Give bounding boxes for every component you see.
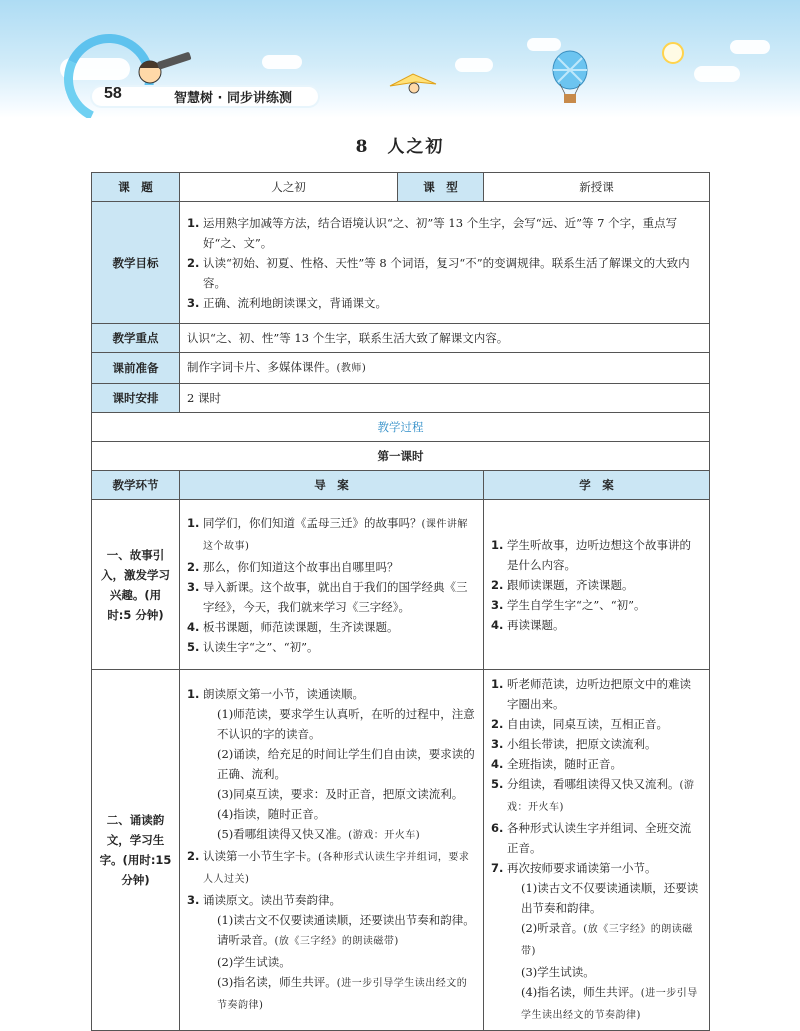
process-title-row bbox=[92, 413, 710, 442]
stage-label: 一、故事引入，激发学习兴趣。(用时:5 分钟) bbox=[92, 500, 180, 670]
topic-row bbox=[92, 173, 710, 202]
lesson-number: 8 bbox=[355, 137, 370, 157]
sub-item bbox=[203, 804, 476, 824]
item-note: (各种形式认读生字并组词，要求人人过关) bbox=[203, 852, 470, 885]
goals-list bbox=[187, 213, 702, 313]
item-number: 6. bbox=[491, 821, 504, 835]
item-text: 小组长带读，把原文读流利。 bbox=[507, 737, 657, 751]
item-text: 认读第一小节生字卡。 bbox=[203, 849, 318, 863]
list-item bbox=[491, 818, 702, 858]
study-column-header: 学 案 bbox=[484, 471, 710, 500]
sub-item-text: (1)师范读，要求学生认真听，在听的过程中，注意不认识的字的读音。 bbox=[217, 707, 475, 741]
item-text: 板书课题，师范读课题，生齐读课题。 bbox=[203, 619, 399, 634]
guide-column-header: 导 案 bbox=[180, 471, 484, 500]
item-text: 自由读，同桌互读，互相正音。 bbox=[507, 717, 668, 731]
cloud-decoration bbox=[455, 58, 493, 72]
guide-list bbox=[187, 513, 476, 657]
item-text: 听老师范读，边听边把原文中的难读字圈出来。 bbox=[507, 677, 691, 711]
stage-column-header: 教学环节 bbox=[92, 471, 180, 500]
hours-row bbox=[92, 384, 710, 413]
item-text: 朗读原文第一小节，读通读顺。 bbox=[203, 687, 364, 701]
sub-item-note: (放《三字经》的朗读磁带) bbox=[274, 936, 399, 947]
item-text: 全班指读，随时正音。 bbox=[507, 757, 622, 771]
guide-cell bbox=[180, 670, 484, 1031]
item-number: 3. bbox=[187, 579, 200, 594]
type-label: 课 型 bbox=[398, 173, 484, 202]
sub-item-note: (进一步引导学生读出经文的节奏韵律) bbox=[521, 988, 698, 1021]
prep-label: 课前准备 bbox=[92, 353, 180, 384]
item-number: 2. bbox=[187, 255, 200, 270]
item-number: 3. bbox=[187, 893, 200, 907]
list-item bbox=[491, 595, 702, 615]
guide-list bbox=[187, 684, 476, 1016]
prep-cell bbox=[180, 353, 710, 384]
page-number: 58 bbox=[104, 85, 122, 102]
cloud-decoration bbox=[262, 55, 302, 69]
series-title: 智慧树 · 同步讲练测 bbox=[174, 91, 292, 106]
focus-row bbox=[92, 324, 710, 353]
item-text: 学生自学生字“之”、“初”。 bbox=[507, 597, 646, 612]
lesson-name: 人之初 bbox=[387, 137, 445, 157]
focus-value: 认识“之、初、性”等 13 个生字，联系生活大致了解课文内容。 bbox=[180, 324, 710, 353]
goals-label: 教学目标 bbox=[92, 202, 180, 324]
sub-item-text: (3)学生试读。 bbox=[521, 965, 595, 979]
list-item bbox=[491, 774, 702, 818]
item-text: 各种形式认读生字并组词、全班交流正音。 bbox=[507, 821, 691, 855]
topic-label: 课 题 bbox=[92, 173, 180, 202]
list-item bbox=[491, 615, 702, 635]
sub-item-text: (1)读古文不仅要读通读顺，还要读出节奏和韵律。请听录音。 bbox=[217, 913, 475, 947]
sub-item bbox=[203, 704, 476, 744]
item-number: 2. bbox=[187, 559, 200, 574]
item-number: 4. bbox=[491, 757, 504, 771]
item-text: 运用熟字加减等方法，结合语境认识“之、初”等 13 个生字，会写“远、近”等 7 个字，重点写好“之、文”。 bbox=[203, 215, 678, 250]
lesson-plan-table bbox=[91, 172, 710, 1031]
list-item bbox=[187, 617, 476, 637]
study-list bbox=[491, 674, 702, 1026]
list-item bbox=[491, 575, 702, 595]
hours-label: 课时安排 bbox=[92, 384, 180, 413]
item-number: 5. bbox=[491, 777, 504, 791]
period-title: 第一课时 bbox=[92, 442, 710, 471]
item-text: 再读课题。 bbox=[507, 617, 565, 632]
glider-illustration bbox=[388, 66, 438, 100]
item-text: 导入新课。这个故事，就出自于我们的国学经典《三字经》，今天，我们就来学习《三字经》。 bbox=[203, 579, 468, 614]
focus-label: 教学重点 bbox=[92, 324, 180, 353]
process-header-row bbox=[92, 471, 710, 500]
sub-item bbox=[203, 784, 476, 804]
guide-cell bbox=[180, 500, 484, 670]
stage-row bbox=[92, 670, 710, 1031]
item-number: 2. bbox=[187, 849, 200, 863]
list-item bbox=[187, 513, 476, 557]
item-number: 1. bbox=[491, 537, 504, 552]
sub-item bbox=[203, 952, 476, 972]
item-text: 学生听故事，边听边想这个故事讲的是什么内容。 bbox=[507, 537, 691, 572]
sub-item-text: (1)读古文不仅要读通读顺，还要读出节奏和韵律。 bbox=[521, 881, 699, 915]
list-item bbox=[491, 535, 702, 575]
list-item bbox=[491, 714, 702, 734]
sub-item-text: (2)诵读，给充足的时间让学生们自由读，要求读的正确、流利。 bbox=[217, 747, 475, 781]
list-item bbox=[187, 637, 476, 657]
item-number: 3. bbox=[491, 597, 504, 612]
list-item bbox=[491, 754, 702, 774]
type-value: 新授课 bbox=[484, 173, 710, 202]
period-row bbox=[92, 442, 710, 471]
list-item bbox=[491, 858, 702, 1026]
lesson-title bbox=[0, 132, 800, 157]
item-number: 3. bbox=[491, 737, 504, 751]
item-number: 4. bbox=[187, 619, 200, 634]
goals-cell bbox=[180, 202, 710, 324]
sub-item bbox=[203, 744, 476, 784]
page-header bbox=[0, 0, 800, 118]
balloon-illustration bbox=[548, 50, 592, 106]
sub-item-text: (2)听录音。 bbox=[521, 921, 584, 935]
sub-item-note: (游戏：开火车) bbox=[348, 830, 421, 841]
list-item bbox=[187, 684, 476, 846]
item-number: 2. bbox=[491, 577, 504, 592]
sub-item-text: (3)指名读，师生共评。 bbox=[217, 975, 337, 989]
sub-item-text: (4)指名读，师生共评。 bbox=[521, 985, 641, 999]
list-item bbox=[491, 674, 702, 714]
sub-item bbox=[203, 972, 476, 1016]
sub-item bbox=[507, 918, 702, 962]
item-text: 那么，你们知道这个故事出自哪里吗？ bbox=[203, 559, 399, 574]
list-item bbox=[187, 557, 476, 577]
topic-value: 人之初 bbox=[180, 173, 398, 202]
process-title: 教学过程 bbox=[92, 413, 710, 442]
list-item bbox=[187, 846, 476, 890]
item-number: 7. bbox=[491, 861, 504, 875]
item-text: 认读生字“之”、“初”。 bbox=[203, 639, 319, 654]
item-text: 诵读原文。读出节奏韵律。 bbox=[203, 893, 341, 907]
prep-note: (教师) bbox=[336, 363, 367, 374]
item-text: 跟师读课题，齐读课题。 bbox=[507, 577, 634, 592]
sub-item bbox=[507, 982, 702, 1026]
item-number: 1. bbox=[187, 215, 200, 230]
item-number: 3. bbox=[187, 295, 200, 310]
item-number: 1. bbox=[187, 515, 200, 530]
hours-value: 2 课时 bbox=[180, 384, 710, 413]
prep-value: 制作字词卡片、多媒体课件。 bbox=[187, 360, 337, 374]
cloud-decoration bbox=[730, 40, 770, 54]
item-number: 4. bbox=[491, 617, 504, 632]
list-item bbox=[187, 253, 702, 293]
item-text: 再次按师要求诵读第一小节。 bbox=[507, 861, 657, 875]
study-cell bbox=[484, 500, 710, 670]
item-note: (游戏：开火车) bbox=[507, 780, 695, 813]
sub-item-text: (3)同桌互读，要求：及时正音，把原文读流利。 bbox=[217, 787, 464, 801]
list-item bbox=[187, 577, 476, 617]
item-text: 分组读，看哪组读得又快又流利。 bbox=[507, 777, 680, 791]
list-item bbox=[187, 213, 702, 253]
stage-label: 二、诵读韵文，学习生字。(用时:15 分钟) bbox=[92, 670, 180, 1031]
item-text: 正确、流利地朗读课文，背诵课文。 bbox=[203, 295, 387, 310]
sub-item-text: (2)学生试读。 bbox=[217, 955, 291, 969]
sub-item bbox=[203, 824, 476, 846]
sub-item-note: (进一步引导学生读出经文的节奏韵律) bbox=[217, 978, 468, 1011]
item-number: 1. bbox=[491, 677, 504, 691]
sub-item bbox=[507, 878, 702, 918]
item-number: 2. bbox=[491, 717, 504, 731]
sub-item-text: (4)指读，随时正音。 bbox=[217, 807, 326, 821]
list-item bbox=[187, 890, 476, 1016]
cloud-decoration bbox=[694, 66, 740, 82]
prep-row bbox=[92, 353, 710, 384]
study-list bbox=[491, 535, 702, 635]
item-number: 1. bbox=[187, 687, 200, 701]
sub-item-text: (5)看哪组读得又快又准。 bbox=[217, 827, 349, 841]
item-note: (课件讲解这个故事) bbox=[203, 518, 468, 552]
sub-item bbox=[507, 962, 702, 982]
sub-item-note: (放《三字经》的朗读磁带) bbox=[521, 924, 693, 957]
sub-item bbox=[203, 910, 476, 952]
study-cell bbox=[484, 670, 710, 1031]
goals-row bbox=[92, 202, 710, 324]
kid-telescope-illustration bbox=[128, 50, 198, 90]
item-text: 同学们，你们知道《孟母三迁》的故事吗？ bbox=[203, 515, 422, 530]
stage-row bbox=[92, 500, 710, 670]
list-item bbox=[187, 293, 702, 313]
item-text: 认读“初始、初夏、性格、天性”等 8 个词语，复习“不”的变调规律。联系生活了解课文的大致内容。 bbox=[203, 255, 690, 290]
item-number: 5. bbox=[187, 639, 200, 654]
list-item bbox=[491, 734, 702, 754]
sun-icon bbox=[660, 40, 686, 66]
